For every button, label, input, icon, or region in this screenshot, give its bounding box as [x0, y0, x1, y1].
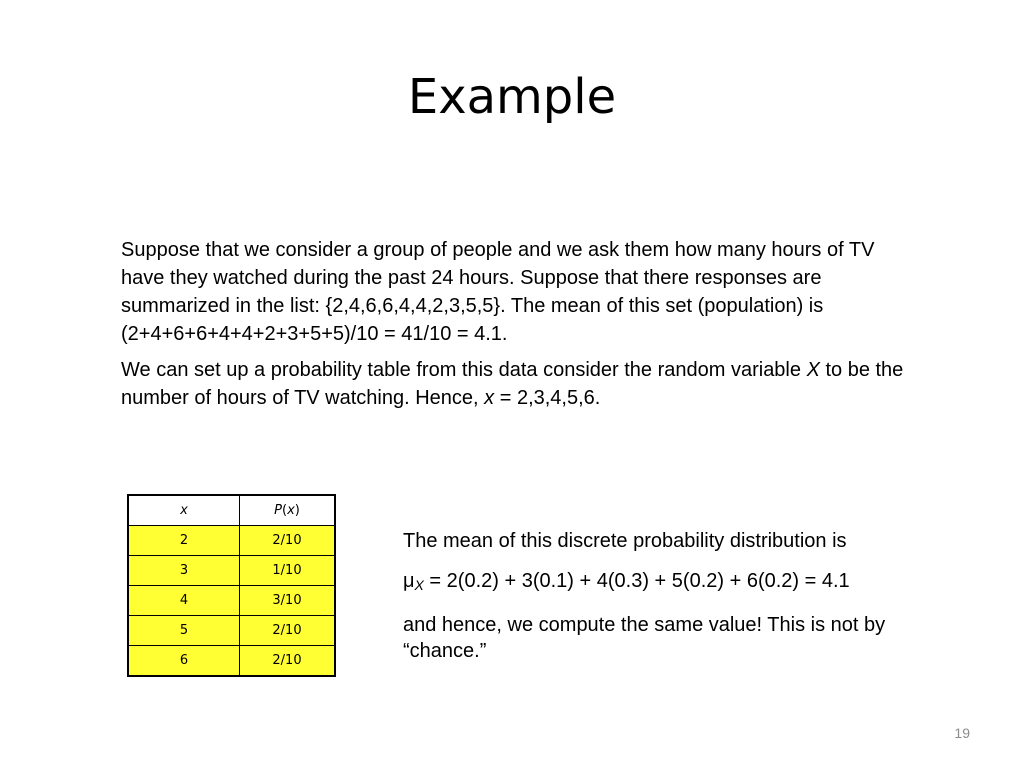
intro-text	[121, 236, 911, 412]
slide-title: Example	[407, 69, 617, 125]
intro-p2-text-a: We can set up a probability table from this data consider the random variable	[121, 359, 807, 381]
mean-equation	[403, 568, 943, 598]
cell-x: 4	[128, 586, 240, 616]
table-row	[128, 586, 335, 616]
header-p-of-x	[240, 495, 336, 526]
cell-x: 2	[128, 526, 240, 556]
probability-table	[127, 494, 336, 677]
intro-p2-text-c: = 2,3,4,5,6.	[494, 387, 601, 409]
page-number: 19	[954, 725, 970, 741]
random-variable-X: X	[806, 359, 820, 381]
mean-line-3: and hence, we compute the same value! This is not by “chance.”	[403, 614, 886, 662]
mu-subscript: X	[414, 577, 424, 593]
table-row	[128, 646, 335, 677]
table-row	[128, 616, 335, 646]
mean-line-1: The mean of this discrete probability distribution is	[403, 530, 847, 552]
cell-p: 2/10	[240, 526, 336, 556]
header-x-label: x	[180, 503, 188, 518]
table-row	[128, 556, 335, 586]
table-row	[128, 526, 335, 556]
header-p-arg: x	[287, 503, 295, 518]
intro-paragraph-2	[121, 356, 911, 412]
intro-p2-text-b: to be the number of hours of TV watching. Hence,	[121, 359, 904, 409]
cell-p: 1/10	[240, 556, 336, 586]
table-header-row	[128, 495, 335, 526]
mean-equation-text: = 2(0.2) + 3(0.1) + 4(0.3) + 5(0.2) + 6(0.2) = 4.1	[423, 570, 850, 592]
header-x	[128, 495, 240, 526]
intro-paragraph-1: Suppose that we consider a group of people and we ask them how many hours of TV have they watched during the past 24 hours. Suppose that there responses are summarized in the list: {2,4,6,6,4,4,2,3,5,5}. The mean of this set (population) is (2+4+6+6+4+4+2+3+5+5)/10 = 41/10 = 4.1.	[121, 239, 875, 345]
header-p-close: )	[294, 503, 300, 518]
variable-x: x	[484, 387, 495, 409]
cell-x: 6	[128, 646, 240, 677]
cell-p: 2/10	[240, 646, 336, 677]
cell-p: 2/10	[240, 616, 336, 646]
mu-symbol: μ	[403, 570, 415, 592]
header-p-open: (	[281, 503, 288, 518]
cell-x: 3	[128, 556, 240, 586]
cell-x: 5	[128, 616, 240, 646]
mean-explanation	[403, 528, 943, 678]
cell-p: 3/10	[240, 586, 336, 616]
header-p-fn: P	[274, 503, 282, 518]
